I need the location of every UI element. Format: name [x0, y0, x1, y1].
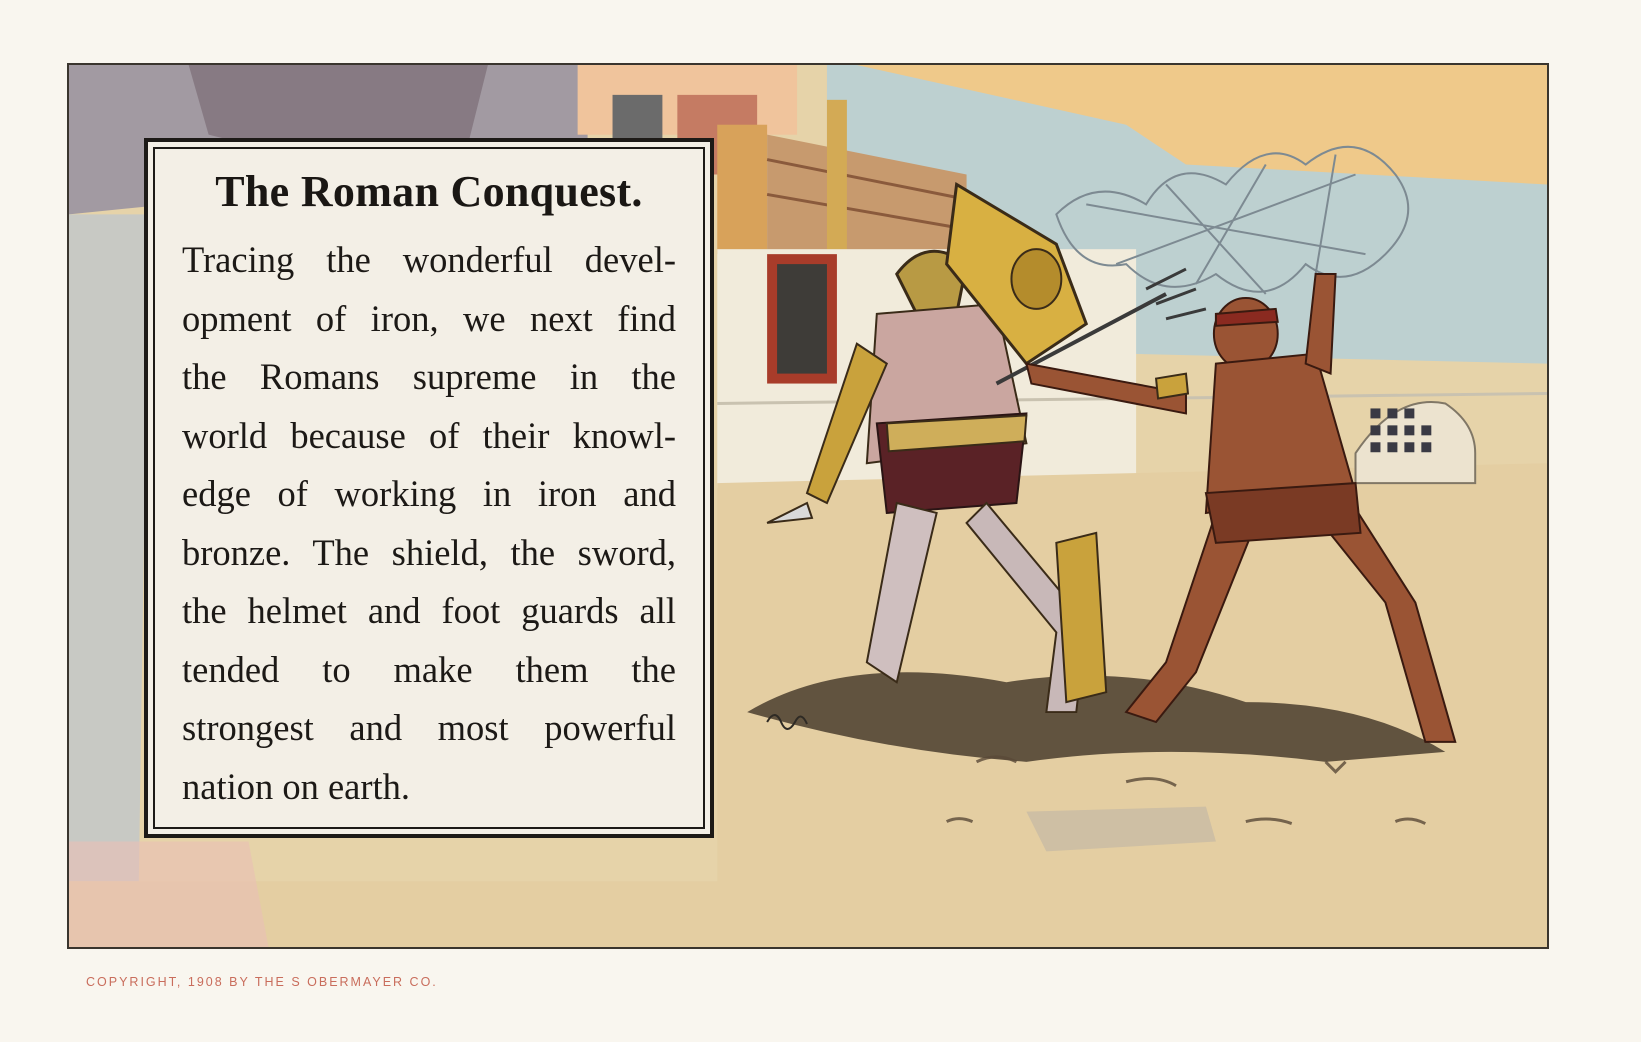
body-line: edge of working in iron and [182, 473, 676, 514]
body-line: the helmet and foot guards all [182, 590, 676, 631]
body-line: Tracing the wonderful devel- [182, 239, 676, 280]
card-title: The Roman Conquest. [215, 167, 643, 216]
body-line: nation on earth. [182, 765, 411, 807]
body-line: opment of iron, we next find [182, 297, 676, 339]
body-line: world because of their knowl- [182, 414, 676, 456]
body-line: tended to make them the [182, 648, 676, 690]
description-panel [144, 138, 714, 838]
copyright-notice: COPYRIGHT, 1908 BY THE S OBERMAYER CO. [86, 975, 438, 989]
body-line: the Romans supreme in the [182, 356, 676, 397]
card-body [182, 231, 676, 816]
body-line: strongest and most powerful [182, 707, 676, 748]
body-line: bronze. The shield, the sword, [182, 531, 676, 573]
postcard-illustration-frame [67, 63, 1549, 949]
